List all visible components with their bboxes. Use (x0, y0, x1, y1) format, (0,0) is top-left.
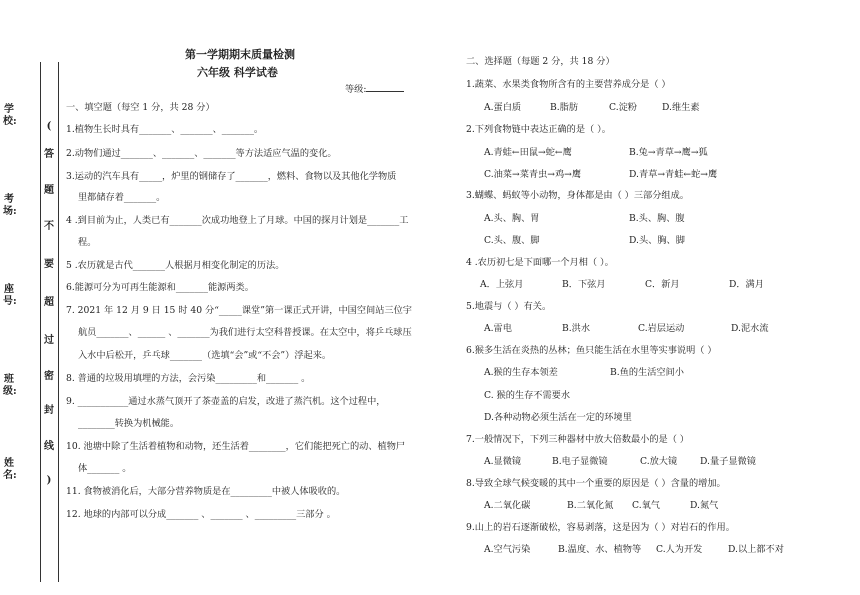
choice-option[interactable]: D.维生素 (662, 102, 700, 113)
fill-question-line: 7. 2021 年 12 月 9 日 15 时 40 分“_____课堂”第一课正式开讲，中国空间站三位宇 (66, 305, 412, 316)
choice-question: 7.一般情况下，下列三种器材中放大倍数最小的是（ ） (466, 434, 689, 445)
choice-option[interactable]: A.雷电 (484, 323, 512, 334)
choice-question: 6.猴多生活在炎热的丛林；鱼只能生活在水里等实事说明（ ） (466, 345, 717, 356)
choice-option[interactable]: B.脂肪 (550, 102, 579, 113)
seal-char: 要 (44, 259, 54, 270)
choice-option[interactable]: C.头、腹、脚 (484, 235, 540, 246)
fill-question-line: 2.动物们通过_______、_______、_______等方法适应气温的变化。 (66, 148, 337, 159)
choice-question: 1.蔬菜、水果类食物所含有的主要营养成分是（ ） (466, 79, 671, 90)
choice-option[interactable]: A.空气污染 (484, 544, 531, 555)
choice-option[interactable]: C．新月 (645, 279, 680, 290)
fill-question-line: 入水中后松开，乒乓球_______（选填“会”或“不会”）浮起来。 (78, 350, 332, 361)
choice-question: 3.蝴蝶、蚂蚁等小动物，身体都是由（ ）三部分组成。 (466, 190, 689, 201)
choice-option[interactable]: A.二氧化碳 (484, 500, 531, 511)
choice-option[interactable]: B．下弦月 (562, 279, 606, 290)
choice-option[interactable]: C.岩层运动 (638, 323, 685, 334)
choice-option[interactable]: C.氧气 (632, 500, 660, 511)
seal-char: 超 (44, 297, 54, 308)
choice-option[interactable]: C.放大镜 (640, 456, 678, 467)
name-label: 姓名: (3, 458, 17, 481)
seal-char: 封 (44, 405, 54, 416)
fill-question-line: 11. 食物被消化后，大部分营养物质是在_________中被人体吸收的。 (66, 486, 346, 497)
seal-char: 过 (44, 335, 54, 346)
binding-line-inner (58, 62, 59, 582)
choice-question: 8.导致全球气候变暖的其中一个重要的原因是（ ）含量的增加。 (466, 478, 726, 489)
choice-section-heading: 二、选择题（每题 2 分，共 18 分） (466, 56, 615, 67)
choice-option[interactable]: A.蛋白质 (484, 102, 522, 113)
choice-option[interactable]: D.量子显微镜 (700, 456, 756, 467)
choice-option[interactable]: D.各种动物必须生活在一定的环境里 (484, 412, 632, 423)
fill-question-line: 1.植物生长时具有_______、_______、_______。 (66, 124, 264, 135)
choice-option[interactable]: D.头、胸、脚 (629, 235, 685, 246)
fill-question-line: 10. 池塘中除了生活着植物和动物，还生活着________，它们能把死亡的动、植物尸 (66, 441, 406, 452)
exam-subtitle: 六年级 科学试卷 (197, 66, 278, 79)
fill-question-line: 航员_______、______ 、_______为我们进行太空科普授课。在太空中，将乒乓球压 (78, 327, 412, 338)
seal-char: 线 (44, 441, 54, 452)
choice-option[interactable]: A．上弦月 (480, 279, 524, 290)
fill-question-line: 3.运动的汽车具有_____，炉里的钢储存了_______，燃料、食物以及其他化学物质 (66, 171, 397, 182)
choice-question: 4 .农历初七是下面哪一个月相（ ）。 (466, 257, 614, 268)
choice-question: 5.地震与（ ）有关。 (466, 301, 552, 312)
fill-question-line: 9. ___________通过水蒸气顶开了茶壶盖的启发，改进了蒸汽机。这个过程中， (66, 396, 386, 407)
fill-question-line: 12. 地球的内部可以分成_______ 、_______ 、_________三部分 。 (66, 509, 336, 520)
choice-option[interactable]: D.以上都不对 (728, 544, 784, 555)
choice-option[interactable]: B.头、胸、腹 (629, 213, 685, 224)
choice-option[interactable]: A.显微镜 (484, 456, 522, 467)
choice-option[interactable]: C.人为开发 (656, 544, 703, 555)
class-label: 班级: (3, 374, 17, 397)
grade-blank[interactable] (366, 82, 404, 92)
choice-option[interactable]: D.泥水流 (731, 323, 769, 334)
choice-option[interactable]: D.氮气 (690, 500, 719, 511)
fill-question-line: 里都储存着_______。 (78, 192, 166, 203)
choice-option[interactable]: A.青蛙←田鼠→蛇←鹰 (484, 147, 572, 158)
seal-char: 答 (44, 149, 54, 160)
choice-option[interactable]: C.油菜→菜青虫→鸡→鹰 (484, 169, 582, 180)
choice-option[interactable]: D．满月 (729, 279, 764, 290)
fill-section-heading: 一、填空题（每空 1 分，共 28 分） (66, 102, 215, 113)
choice-option[interactable]: A.猴的生存本领差 (484, 367, 558, 378)
choice-option[interactable]: C. 猴的生存不需要水 (484, 390, 571, 401)
fill-question-line: 4 .到目前为止，人类已有_______次成功地登上了月球。中国的探月计划是_______工 (66, 215, 409, 226)
choice-option[interactable]: B.鱼的生活空间小 (610, 367, 684, 378)
fill-question-line: 8. 普通的垃圾用填埋的方法，会污染_________和_______ 。 (66, 373, 311, 384)
choice-option[interactable]: B.洪水 (562, 323, 591, 334)
seal-char: ) (46, 475, 52, 486)
seat-number-label: 座号: (3, 284, 17, 307)
seal-char: 不 (44, 221, 54, 232)
fill-question-line: 体_______ 。 (78, 463, 132, 474)
fill-question-line: 5 .农历就是古代_______人根据月相变化制定的历法。 (66, 260, 285, 271)
choice-option[interactable]: B.二氧化氮 (567, 500, 614, 511)
binding-line-outer (40, 62, 41, 582)
grade-label: 等级: (345, 81, 404, 95)
exam-title: 第一学期期末质量检测 (185, 48, 295, 61)
choice-question: 2.下列食物链中表达正确的是（ ）。 (466, 124, 611, 135)
exam-room-label: 考场: (3, 194, 17, 217)
choice-option[interactable]: B.温度、水、植物等 (558, 544, 642, 555)
fill-question-line: 程。 (78, 237, 97, 248)
choice-option[interactable]: B.电子显微镜 (552, 456, 608, 467)
fill-question-line: 6.能源可分为可再生能源和_______能源两类。 (66, 282, 254, 293)
school-label: 学校: (3, 104, 17, 127)
choice-option[interactable]: D.青草→青蛙←蛇→鹰 (629, 169, 718, 180)
seal-char: 密 (44, 371, 54, 382)
seal-char: ( (46, 121, 52, 132)
fill-question-line: ________转换为机械能。 (78, 418, 180, 429)
choice-option[interactable]: A.头、胸、胃 (484, 213, 540, 224)
choice-option[interactable]: B.兔→青草→鹰→狐 (629, 147, 708, 158)
choice-option[interactable]: C.淀粉 (609, 102, 637, 113)
choice-question: 9.山上的岩石逐渐破松，容易剥落，这是因为（ ）对岩石的作用。 (466, 522, 735, 533)
seal-char: 题 (44, 185, 54, 196)
